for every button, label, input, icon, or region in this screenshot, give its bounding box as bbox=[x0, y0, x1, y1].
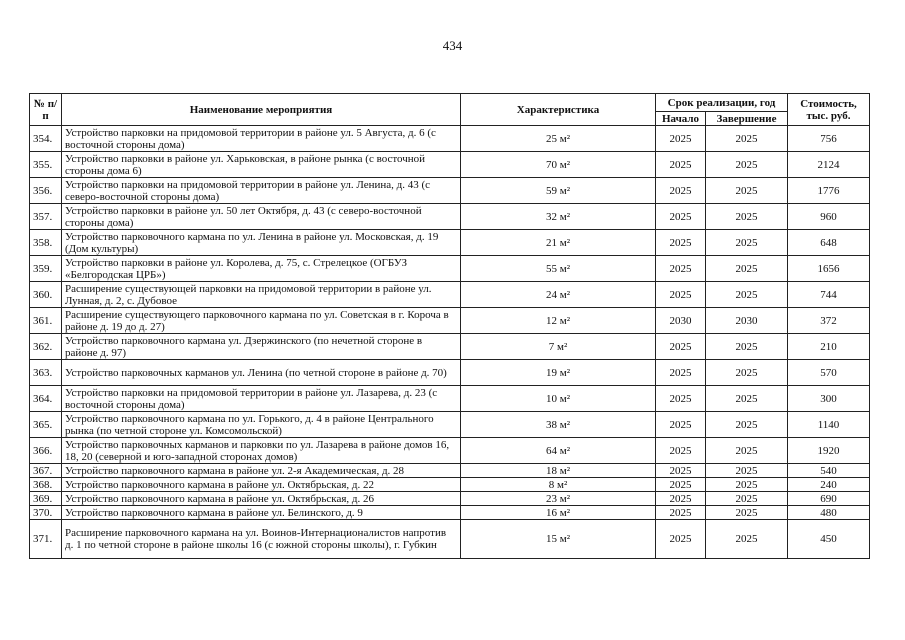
end-year-cell: 2025 bbox=[706, 152, 788, 178]
characteristic-cell: 8 м² bbox=[461, 478, 656, 492]
table-row bbox=[30, 126, 870, 152]
header-characteristic: Характеристика bbox=[461, 94, 656, 126]
row-number-cell: 371. bbox=[30, 520, 62, 559]
row-number-cell: 357. bbox=[30, 204, 62, 230]
event-name-cell: Устройство парковочных карманов и парковки по ул. Лазарева в районе домов 16, 18, 20 (северной и юго-западной сторонах домов) bbox=[62, 438, 461, 464]
cost-cell: 240 bbox=[788, 478, 870, 492]
table-row bbox=[30, 178, 870, 204]
characteristic-cell: 59 м² bbox=[461, 178, 656, 204]
event-name-cell: Устройство парковочного кармана по ул. Горького, д. 4 в районе Центрального рынка (по четной стороне ул. Комсомольской) bbox=[62, 412, 461, 438]
start-year-cell: 2025 bbox=[656, 178, 706, 204]
row-number-cell: 360. bbox=[30, 282, 62, 308]
start-year-cell: 2025 bbox=[656, 506, 706, 520]
start-year-cell: 2025 bbox=[656, 492, 706, 506]
end-year-cell: 2025 bbox=[706, 520, 788, 559]
cost-cell: 960 bbox=[788, 204, 870, 230]
event-name-cell: Устройство парковки в районе ул. Харьковская, в районе рынка (с восточной стороны дома 6) bbox=[62, 152, 461, 178]
start-year-cell: 2025 bbox=[656, 478, 706, 492]
characteristic-cell: 24 м² bbox=[461, 282, 656, 308]
start-year-cell: 2025 bbox=[656, 438, 706, 464]
characteristic-cell: 25 м² bbox=[461, 126, 656, 152]
table-row bbox=[30, 256, 870, 282]
row-number-cell: 367. bbox=[30, 464, 62, 478]
start-year-cell: 2025 bbox=[656, 126, 706, 152]
event-name-cell: Устройство парковочного кармана в районе ул. 2-я Академическая, д. 28 bbox=[62, 464, 461, 478]
end-year-cell: 2025 bbox=[706, 386, 788, 412]
end-year-cell: 2025 bbox=[706, 360, 788, 386]
event-name-cell: Устройство парковки в районе ул. 50 лет Октября, д. 43 (с северо-восточной стороны дома) bbox=[62, 204, 461, 230]
characteristic-cell: 19 м² bbox=[461, 360, 656, 386]
end-year-cell: 2025 bbox=[706, 178, 788, 204]
table-row bbox=[30, 464, 870, 478]
row-number-cell: 363. bbox=[30, 360, 62, 386]
end-year-cell: 2025 bbox=[706, 438, 788, 464]
event-name-cell: Устройство парковки на придомовой территории в районе ул. 5 Августа, д. 6 (с восточной стороны дома) bbox=[62, 126, 461, 152]
characteristic-cell: 16 м² bbox=[461, 506, 656, 520]
row-number-cell: 370. bbox=[30, 506, 62, 520]
characteristic-cell: 23 м² bbox=[461, 492, 656, 506]
end-year-cell: 2025 bbox=[706, 492, 788, 506]
start-year-cell: 2025 bbox=[656, 412, 706, 438]
table-row bbox=[30, 506, 870, 520]
row-number-cell: 369. bbox=[30, 492, 62, 506]
event-name-cell: Устройство парковки на придомовой территории в районе ул. Лазарева, д. 23 (с восточной стороны дома) bbox=[62, 386, 461, 412]
characteristic-cell: 55 м² bbox=[461, 256, 656, 282]
cost-cell: 648 bbox=[788, 230, 870, 256]
start-year-cell: 2025 bbox=[656, 520, 706, 559]
event-name-cell: Устройство парковочного кармана ул. Дзержинского (по нечетной стороне в районе д. 97) bbox=[62, 334, 461, 360]
row-number-cell: 356. bbox=[30, 178, 62, 204]
cost-cell: 300 bbox=[788, 386, 870, 412]
table-row bbox=[30, 360, 870, 386]
start-year-cell: 2025 bbox=[656, 256, 706, 282]
end-year-cell: 2025 bbox=[706, 230, 788, 256]
end-year-cell: 2025 bbox=[706, 464, 788, 478]
cost-cell: 690 bbox=[788, 492, 870, 506]
header-cost: Стоимость, тыс. руб. bbox=[788, 94, 870, 126]
characteristic-cell: 12 м² bbox=[461, 308, 656, 334]
start-year-cell: 2025 bbox=[656, 230, 706, 256]
event-name-cell: Устройство парковки на придомовой территории в районе ул. Ленина, д. 43 (с северо-восточной стороны дома) bbox=[62, 178, 461, 204]
cost-cell: 756 bbox=[788, 126, 870, 152]
header-name: Наименование мероприятия bbox=[62, 94, 461, 126]
event-name-cell: Расширение существующей парковки на придомовой территории в районе ул. Лунная, д. 2, с. Дубовое bbox=[62, 282, 461, 308]
cost-cell: 540 bbox=[788, 464, 870, 478]
event-name-cell: Устройство парковочного кармана в районе ул. Октябрьская, д. 22 bbox=[62, 478, 461, 492]
row-number-cell: 355. bbox=[30, 152, 62, 178]
characteristic-cell: 18 м² bbox=[461, 464, 656, 478]
cost-cell: 480 bbox=[788, 506, 870, 520]
end-year-cell: 2025 bbox=[706, 334, 788, 360]
end-year-cell: 2025 bbox=[706, 506, 788, 520]
cost-cell: 744 bbox=[788, 282, 870, 308]
row-number-cell: 365. bbox=[30, 412, 62, 438]
header-start: Начало bbox=[656, 112, 706, 126]
end-year-cell: 2025 bbox=[706, 478, 788, 492]
end-year-cell: 2025 bbox=[706, 282, 788, 308]
start-year-cell: 2025 bbox=[656, 282, 706, 308]
characteristic-cell: 32 м² bbox=[461, 204, 656, 230]
end-year-cell: 2025 bbox=[706, 204, 788, 230]
table-row bbox=[30, 308, 870, 334]
cost-cell: 2124 bbox=[788, 152, 870, 178]
characteristic-cell: 15 м² bbox=[461, 520, 656, 559]
row-number-cell: 354. bbox=[30, 126, 62, 152]
event-name-cell: Устройство парковочных карманов ул. Ленина (по четной стороне в районе д. 70) bbox=[62, 360, 461, 386]
table-row bbox=[30, 282, 870, 308]
event-name-cell: Устройство парковочного кармана в районе ул. Октябрьская, д. 26 bbox=[62, 492, 461, 506]
table-row bbox=[30, 520, 870, 559]
cost-cell: 570 bbox=[788, 360, 870, 386]
event-name-cell: Устройство парковочного кармана в районе ул. Белинского, д. 9 bbox=[62, 506, 461, 520]
cost-cell: 210 bbox=[788, 334, 870, 360]
characteristic-cell: 10 м² bbox=[461, 386, 656, 412]
row-number-cell: 368. bbox=[30, 478, 62, 492]
page-number: 434 bbox=[442, 38, 463, 53]
cost-cell: 1140 bbox=[788, 412, 870, 438]
row-number-cell: 361. bbox=[30, 308, 62, 334]
header-period: Срок реализации, год bbox=[656, 94, 788, 112]
characteristic-cell: 21 м² bbox=[461, 230, 656, 256]
row-number-cell: 362. bbox=[30, 334, 62, 360]
end-year-cell: 2025 bbox=[706, 412, 788, 438]
row-number-cell: 358. bbox=[30, 230, 62, 256]
event-name-cell: Устройство парковочного кармана по ул. Ленина в районе ул. Московская, д. 19 (Дом культуры) bbox=[62, 230, 461, 256]
table-row bbox=[30, 412, 870, 438]
header-end: Завершение bbox=[706, 112, 788, 126]
table-row bbox=[30, 230, 870, 256]
table-row bbox=[30, 438, 870, 464]
characteristic-cell: 7 м² bbox=[461, 334, 656, 360]
events-table bbox=[29, 93, 870, 559]
cost-cell: 372 bbox=[788, 308, 870, 334]
start-year-cell: 2025 bbox=[656, 464, 706, 478]
row-number-cell: 359. bbox=[30, 256, 62, 282]
table-row bbox=[30, 204, 870, 230]
row-number-cell: 366. bbox=[30, 438, 62, 464]
end-year-cell: 2025 bbox=[706, 256, 788, 282]
characteristic-cell: 70 м² bbox=[461, 152, 656, 178]
table-row bbox=[30, 492, 870, 506]
table-row bbox=[30, 478, 870, 492]
start-year-cell: 2025 bbox=[656, 152, 706, 178]
start-year-cell: 2025 bbox=[656, 360, 706, 386]
end-year-cell: 2030 bbox=[706, 308, 788, 334]
cost-cell: 1656 bbox=[788, 256, 870, 282]
cost-cell: 1920 bbox=[788, 438, 870, 464]
table-body bbox=[30, 126, 870, 559]
start-year-cell: 2025 bbox=[656, 204, 706, 230]
start-year-cell: 2025 bbox=[656, 386, 706, 412]
row-number-cell: 364. bbox=[30, 386, 62, 412]
cost-cell: 1776 bbox=[788, 178, 870, 204]
start-year-cell: 2025 bbox=[656, 334, 706, 360]
end-year-cell: 2025 bbox=[706, 126, 788, 152]
cost-cell: 450 bbox=[788, 520, 870, 559]
table-row bbox=[30, 386, 870, 412]
table-row bbox=[30, 152, 870, 178]
start-year-cell: 2030 bbox=[656, 308, 706, 334]
event-name-cell: Расширение парковочного кармана на ул. Воинов-Интернационалистов напротив д. 1 по четной стороне в районе школы 16 (с южной стороны школы), г. Губкин bbox=[62, 520, 461, 559]
event-name-cell: Расширение существующего парковочного кармана по ул. Советская в г. Короча в районе д. 19 до д. 27) bbox=[62, 308, 461, 334]
header-num: № п/п bbox=[30, 94, 62, 126]
table-row bbox=[30, 334, 870, 360]
event-name-cell: Устройство парковки в районе ул. Королева, д. 75, с. Стрелецкое (ОГБУЗ «Белгородская ЦРБ») bbox=[62, 256, 461, 282]
characteristic-cell: 64 м² bbox=[461, 438, 656, 464]
characteristic-cell: 38 м² bbox=[461, 412, 656, 438]
